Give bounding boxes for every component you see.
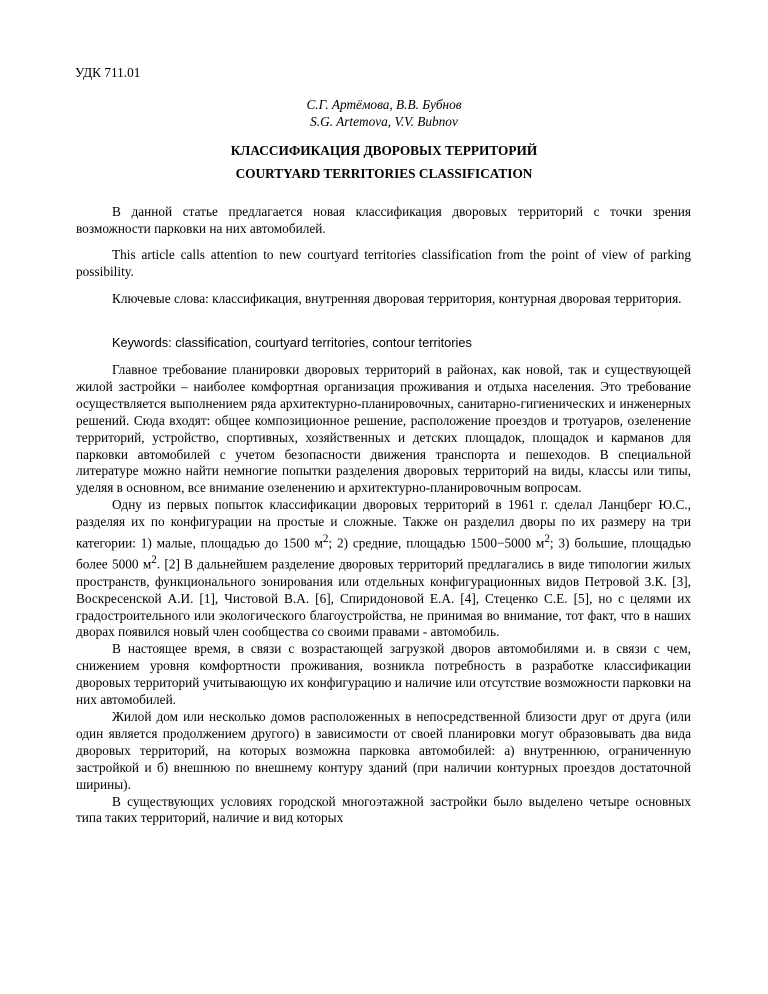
title-russian: КЛАССИФИКАЦИЯ ДВОРОВЫХ ТЕРРИТОРИЙ bbox=[230, 143, 538, 158]
superscript: 2 bbox=[544, 533, 550, 546]
udk-code: УДК 711.01 bbox=[75, 65, 141, 80]
body-text bbox=[76, 362, 691, 827]
authors-russian: С.Г. Артёмова, В.В. Бубнов bbox=[306, 97, 462, 112]
keywords-english: Keywords: classification, courtyard territories, contour territories bbox=[112, 335, 472, 350]
abstract-russian: В данной статье предлагается новая классификация дворовых территорий с точки зрения возможности парковки на них автомобилей. bbox=[76, 204, 691, 236]
authors-block bbox=[75, 96, 693, 130]
body-paragraph: В настоящее время, в связи с возрастающей загрузкой дворов автомобилями и. в связи с чем, снижением уровня комфортности проживания, возникла потребность в разработке классификации дворовых территорий учитывающую их конфигурацию и наличие или отсутствие возможности парковки на них автомобилей. bbox=[76, 641, 691, 708]
body-paragraph bbox=[76, 497, 691, 641]
superscript: 2 bbox=[151, 554, 157, 567]
body-paragraph: Жилой дом или несколько домов расположенных в непосредственной близости друг от друга (или один является продолжением другого) в зависимости от своей планировки могут образовывать два вида дворовых территорий, на которых возможна парковка автомобилей: а) внутреннюю, ограниченную застройкой и б) внешнюю по внешнему контуру зданий (при наличии контурных проездов достаточной ширины). bbox=[76, 708, 691, 792]
title-english: COURTYARD TERRITORIES CLASSIFICATION bbox=[235, 166, 533, 181]
body-text-span: Одну из первых попыток классификации дворовых территорий в 1961 г. сделал Ланцберг Ю.С., разделяя их по конфигурации на простые и сложные. Также он разделил дворы по их размеру на три категории: 1) малые, площадью до 1500 м bbox=[76, 497, 691, 551]
body-paragraph: В существующих условиях городской многоэтажной застройки было выделено четыре основных типа таких территорий, наличие и вид которых bbox=[76, 793, 691, 826]
body-text-span: ; 3) большие, площадью более 5000 м bbox=[76, 535, 691, 572]
superscript: 2 bbox=[322, 533, 329, 546]
abstract-english: This article calls attention to new courtyard territories classification from the point of view of parking possibility. bbox=[76, 247, 691, 279]
keywords-russian: Ключевые слова: классификация, внутренняя дворовая территория, контурная дворовая территория. bbox=[112, 291, 682, 306]
authors-english: S.G. Artemova, V.V. Bubnov bbox=[310, 114, 458, 129]
body-paragraph: Главное требование планировки дворовых территорий в районах, как новой, так и существующей жилой застройки – наиболее комфортная организация проживания и отдыха населения. Это требование осуществляется выполнением ряда архитектурно-планировочных, санитарно-гигиенических и инженерных решений. Сюда входят: общее композиционное решение, расположение проездов и тротуаров, озеленение территорий, устройство, спортивных, хозяйственных и детских площадок, площадок и карманов для парковки автомобилей с учетом безопасности движения транспорта и пешеходов. В специальной литературе можно найти немногие попытки разделения дворовых территорий на виды, классы или типы, уделяя в основном, все внимание озеленению и архитектурно-планировочным вопросам. bbox=[76, 362, 691, 496]
body-text-span: . [2] В дальнейшем разделение дворовых территорий предлагались в виде типологии жилых пространств, функционального зонирования или отдельных конфигурационных видов Петровой З.К. [3], Воскресенской А.И. [1], Чистовой В.А. [6], Спиридоновой Е.А. [4], Стеценко С.Е. [5], но с целями их градостроительного или экологического благоустройства, не принимая во внимание, тот факт, что в наших дворах появился новый член сообщества со своими правами - автомобиль. bbox=[76, 556, 691, 640]
body-text-span: ; 2) средние, площадью 1500−5000 м bbox=[328, 535, 545, 551]
